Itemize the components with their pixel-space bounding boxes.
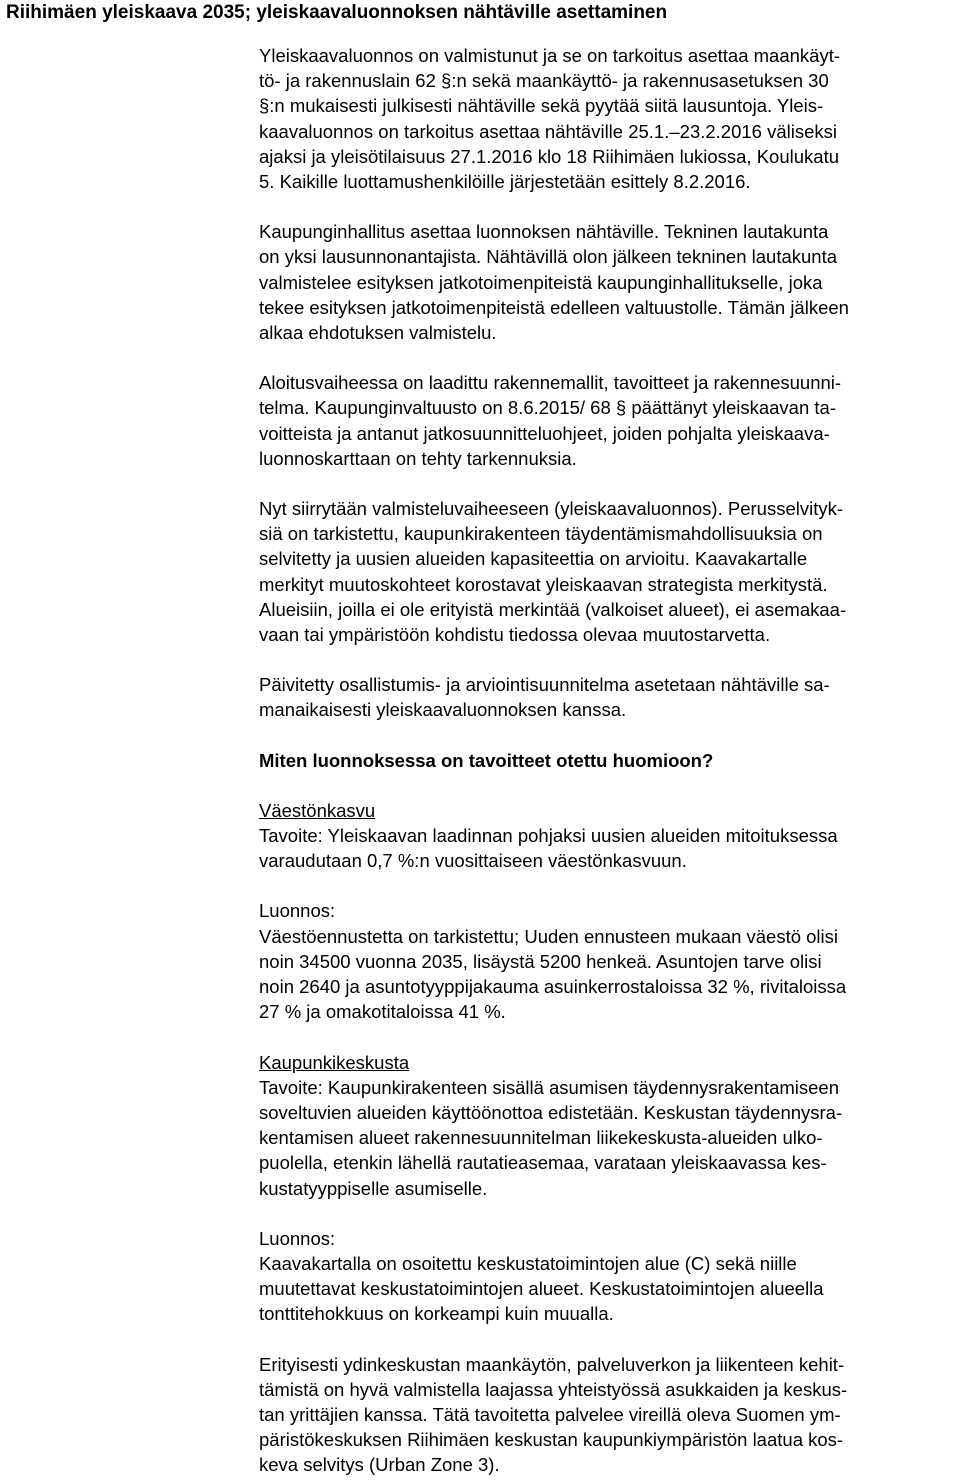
section-heading-kaupunkikeskusta: Kaupunkikeskusta [259, 1051, 410, 1073]
text-line: Kaavakartalla on osoitettu keskustatoimintojen alue (C) sekä niille [259, 1252, 797, 1274]
text-line: 27 % ja omakotitaloissa 41 %. [259, 1001, 506, 1023]
text-line: voitteista ja antanut jatkosuunnitteluohjeet, joiden pohjalta yleiskaava- [259, 422, 830, 444]
section-heading-vaestonkasvu: Väestönkasvu [259, 799, 376, 821]
paragraph-keskusta-luonnos [259, 1226, 955, 1327]
text-line: päristökeskuksen Riihimäen keskustan kaupunkiympäristön laatua kos- [259, 1429, 844, 1451]
text-line: manaikaisesti yleiskaavaluonnoksen kanssa. [259, 699, 627, 721]
text-line: Nyt siirrytään valmisteluvaiheeseen (yleiskaavaluonnos). Perusselvityk- [259, 498, 844, 520]
paragraph-valmisteluvaihe [259, 496, 955, 647]
text-line: tö- ja rakennuslain 62 §:n sekä maankäyttö- ja rakennusasetuksen 30 [259, 70, 829, 92]
paragraph-hallitus [259, 219, 955, 345]
text-line: varaudutaan 0,7 %:n vuosittaiseen väestönkasvuun. [259, 850, 687, 872]
text-line: tonttitehokkuus on korkeampi kuin muualla. [259, 1303, 614, 1325]
luonnos-label: Luonnos: [259, 1227, 336, 1249]
text-line: selvitetty ja uusien alueiden kapasiteettia on arvioitu. Kaavakartalle [259, 548, 808, 570]
text-line: keva selvitys (Urban Zone 3). [259, 1454, 500, 1476]
text-line: Yleiskaavaluonnos on valmistunut ja se on tarkoitus asettaa maankäyt- [259, 45, 841, 66]
paragraph-intro [259, 43, 955, 194]
text-line: muutettavat keskustatoimintojen alueet. Keskustatoimintojen alueella [259, 1278, 824, 1300]
text-line: kustatyyppiselle asumiselle. [259, 1177, 488, 1199]
paragraph-oas [259, 672, 955, 722]
text-line: §:n mukaisesti julkisesti nähtäville sekä pyytää siitä lausuntoja. Yleis- [259, 95, 824, 117]
text-line: noin 34500 vuonna 2035, lisäystä 5200 henkeä. Asuntojen tarve olisi [259, 950, 822, 972]
text-line: Päivitetty osallistumis- ja arviointisuunnitelma asetetaan nähtäville sa- [259, 674, 830, 696]
text-line: tämistä on hyvä valmistella laajassa yhteistyössä asukkaiden ja keskus- [259, 1378, 848, 1400]
text-line: puolella, etenkin lähellä rautatieasemaa, varataan yleiskaavassa kes- [259, 1152, 827, 1174]
text-line: Kaupunginhallitus asettaa luonnoksen nähtäville. Tekninen lautakunta [259, 221, 829, 243]
text-line: valmistelee esityksen jatkotoimenpiteistä kaupunginhallitukselle, joka [259, 271, 823, 293]
text-line: Väestöennustetta on tarkistettu; Uuden ennusteen mukaan väestö olisi [259, 925, 839, 947]
text-line: vaan tai ympäristöön kohdistu tiedossa olevaa muutostarvetta. [259, 624, 771, 646]
text-line: 5. Kaikille luottamushenkilöille järjestetään esittely 8.2.2016. [259, 171, 751, 193]
text-line: ajaksi ja yleisötilaisuus 27.1.2016 klo 18 Riihimäen lukiossa, Koulukatu [259, 145, 839, 167]
text-line: Erityisesti ydinkeskustan maankäytön, palveluverkon ja liikenteen kehit- [259, 1353, 845, 1375]
text-line: tan yrittäjien kanssa. Tätä tavoitetta palvelee vireillä oleva Suomen ym- [259, 1403, 841, 1425]
paragraph-ydinkeskusta [259, 1352, 955, 1478]
text-line: Tavoite: Yleiskaavan laadinnan pohjaksi uusien alueiden mitoituksessa [259, 825, 838, 847]
text-line: on yksi lausunnonantajista. Nähtävillä olon jälkeen tekninen lautakunta [259, 246, 837, 268]
text-line: siä on tarkistettu, kaupunkirakenteen täydentämismahdollisuuksia on [259, 523, 823, 545]
luonnos-label: Luonnos: [259, 900, 336, 922]
section-vaestonkasvu [259, 798, 955, 874]
paragraph-aloitusvaihe [259, 370, 955, 471]
text-line: soveltuvien alueiden käyttöönottoa edistetään. Keskustan täydennysra- [259, 1101, 843, 1123]
text-line: Aloitusvaiheessa on laadittu rakennemallit, tavoitteet ja rakennesuunni- [259, 372, 842, 394]
text-line: Alueisiin, joilla ei ole erityistä merkintää (valkoiset alueet), ei asemakaa- [259, 598, 847, 620]
text-line: telma. Kaupunginvaltuusto on 8.6.2015/ 68 § päättänyt yleiskaavan ta- [259, 397, 836, 419]
text-line: merkityt muutoskohteet korostavat yleiskaavan strategista merkitystä. [259, 573, 828, 595]
section-question-heading: Miten luonnoksessa on tavoitteet otettu huomioon? [259, 749, 714, 771]
text-line: tekee esityksen jatkotoimenpiteistä edelleen valtuustolle. Tämän jälkeen [259, 296, 849, 318]
document-title: Riihimäen yleiskaava 2035; yleiskaavaluonnoksen nähtäville asettaminen [6, 2, 668, 23]
section-kaupunkikeskusta [259, 1050, 955, 1201]
text-line: Tavoite: Kaupunkirakenteen sisällä asumisen täydennysrakentamiseen [259, 1076, 840, 1098]
text-line: luonnoskarttaan on tehty tarkennuksia. [259, 447, 577, 469]
text-line: kaavaluonnos on tarkoitus asettaa nähtäville 25.1.–23.2.2016 väliseksi [259, 120, 837, 142]
text-line: alkaa ehdotuksen valmistelu. [259, 322, 497, 344]
text-line: kentamisen alueet rakennesuunnitelman liikekeskusta-alueiden ulko- [259, 1127, 823, 1149]
paragraph-vaesto-luonnos [259, 898, 955, 1024]
document-body [259, 43, 955, 1478]
text-line: noin 2640 ja asuntotyyppijakauma asuinkerrostaloissa 32 %, rivitaloissa [259, 976, 847, 998]
